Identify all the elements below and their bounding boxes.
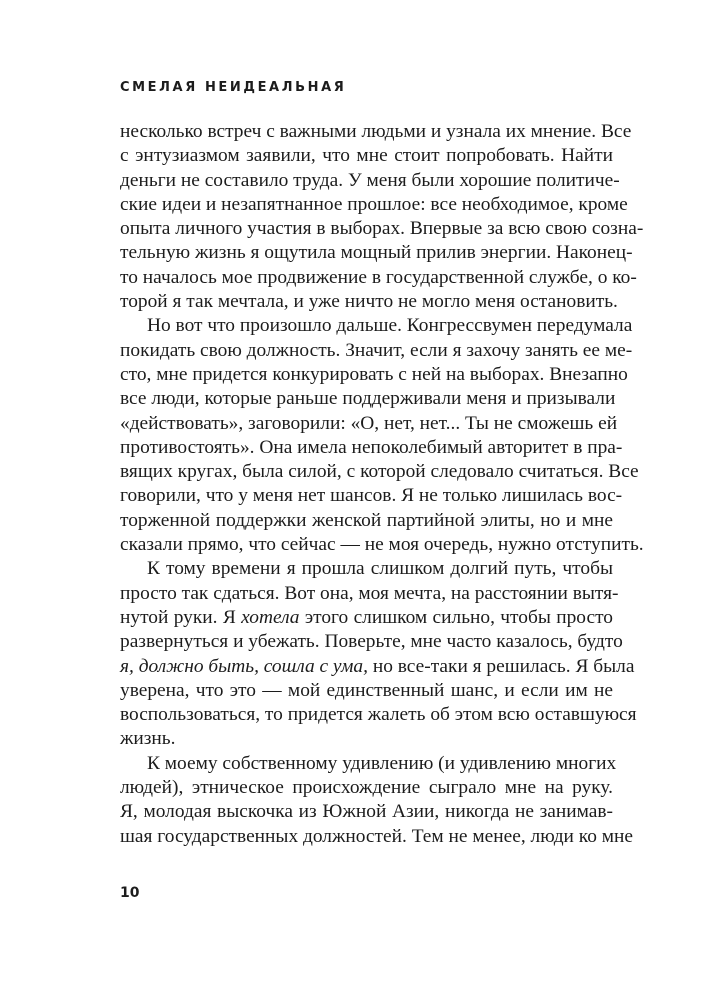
text-segment: но все-таки я решилась. Я была <box>367 655 635 677</box>
text-segment: несколько встреч с важными людьми и узнала их мнение. Все <box>120 121 632 142</box>
text-segment: людей), этническое происхождение сыграло мне на руку. <box>120 777 613 799</box>
text-line <box>120 752 617 776</box>
text-line <box>120 776 613 800</box>
running-head: СМЕЛАЯ НЕИДЕАЛЬНАЯ <box>120 80 347 95</box>
text-segment: противостоять». Она имела непоколебимый авторитет в пра- <box>120 436 623 458</box>
text-segment: К моему собственному удивлению (и удивлению многих <box>147 752 617 774</box>
page-number: 10 <box>120 885 140 901</box>
italic-text-segment: хотела <box>241 606 300 628</box>
text-segment: вящих кругах, была силой, с которой следовало считаться. Все <box>120 461 639 483</box>
text-line <box>120 387 616 411</box>
text-line <box>120 533 644 557</box>
text-segment: все люди, которые раньше поддерживали меня и призывали <box>120 388 616 410</box>
text-segment: говорили, что у меня нет шансов. Я не только лишилась вос- <box>120 485 623 507</box>
text-segment: Я, молодая выскочка из Южной Азии, никогда не занимав- <box>120 801 613 823</box>
text-line <box>120 460 639 484</box>
text-segment: «действовать», заговорили: «О, нет, нет... Ты не сможешь ей <box>120 412 618 434</box>
text-segment: сказали прямо, что сейчас — не моя очередь, нужно отступить. <box>120 534 644 556</box>
text-segment: развернуться и убежать. Поверьте, мне часто казалось, будто <box>120 631 623 653</box>
text-line <box>120 509 613 533</box>
text-line <box>120 290 618 314</box>
text-segment: торой я так мечтала, и уже ничто не могло меня остановить. <box>120 291 618 313</box>
text-line <box>120 193 628 217</box>
text-line <box>120 484 623 508</box>
text-segment: уверена, что это — мой единственный шанс, и если им не <box>120 679 613 701</box>
text-line <box>120 120 632 144</box>
text-segment: К тому времени я прошла слишком долгий путь, чтобы <box>147 558 613 580</box>
text-segment: деньги не составило труда. У меня были хорошие политиче- <box>120 169 620 191</box>
text-line <box>120 436 623 460</box>
text-line <box>120 606 613 630</box>
text-segment: сто, мне придется конкурировать с ней на выборах. Внезапно <box>120 363 628 385</box>
text-line <box>120 582 619 606</box>
text-line <box>120 655 635 679</box>
text-segment: этого слишком сильно, чтобы просто <box>299 606 613 628</box>
text-segment: то началось мое продвижение в государственной службе, о ко- <box>120 266 637 288</box>
text-segment: шая государственных должностей. Тем не менее, люди ко мне <box>120 825 634 847</box>
text-line <box>120 363 628 387</box>
text-segment: с энтузиазмом заявили, что мне стоит попробовать. Найти <box>120 145 613 167</box>
text-line <box>120 241 633 265</box>
text-segment: нутой руки. Я <box>120 606 242 628</box>
italic-text-segment: я, должно быть, сошла с ума, <box>120 655 368 677</box>
text-line <box>120 800 613 824</box>
text-line <box>120 266 637 290</box>
text-line <box>120 825 634 849</box>
text-segment: тельную жизнь я ощутила мощный прилив энергии. Наконец- <box>120 242 633 264</box>
text-segment: просто так сдаться. Вот она, моя мечта, на расстоянии вытя- <box>120 582 619 604</box>
text-line <box>120 557 613 581</box>
body-text <box>120 120 644 849</box>
text-line <box>120 679 613 703</box>
text-line <box>120 339 633 363</box>
text-segment: воспользоваться, то придется жалеть об этом всю оставшуюся <box>120 704 637 726</box>
text-line <box>120 412 618 436</box>
text-segment: покидать свою должность. Значит, если я захочу занять ее ме- <box>120 339 633 361</box>
text-segment: Но вот что произошло дальше. Конгрессвумен передумала <box>147 315 633 337</box>
text-segment: жизнь. <box>120 728 176 750</box>
text-line <box>120 727 613 751</box>
text-line <box>120 217 644 241</box>
text-line <box>120 630 623 654</box>
text-segment: опыта личного участия в выборах. Впервые за всю свою созна- <box>120 218 644 240</box>
text-line <box>120 169 620 193</box>
text-segment: торженной поддержки женской партийной элиты, но и мне <box>120 509 613 531</box>
text-line <box>120 703 637 727</box>
text-line <box>120 144 613 168</box>
text-segment: ские идеи и незапятнанное прошлое: все необходимое, кроме <box>120 193 628 215</box>
text-line <box>120 314 633 338</box>
